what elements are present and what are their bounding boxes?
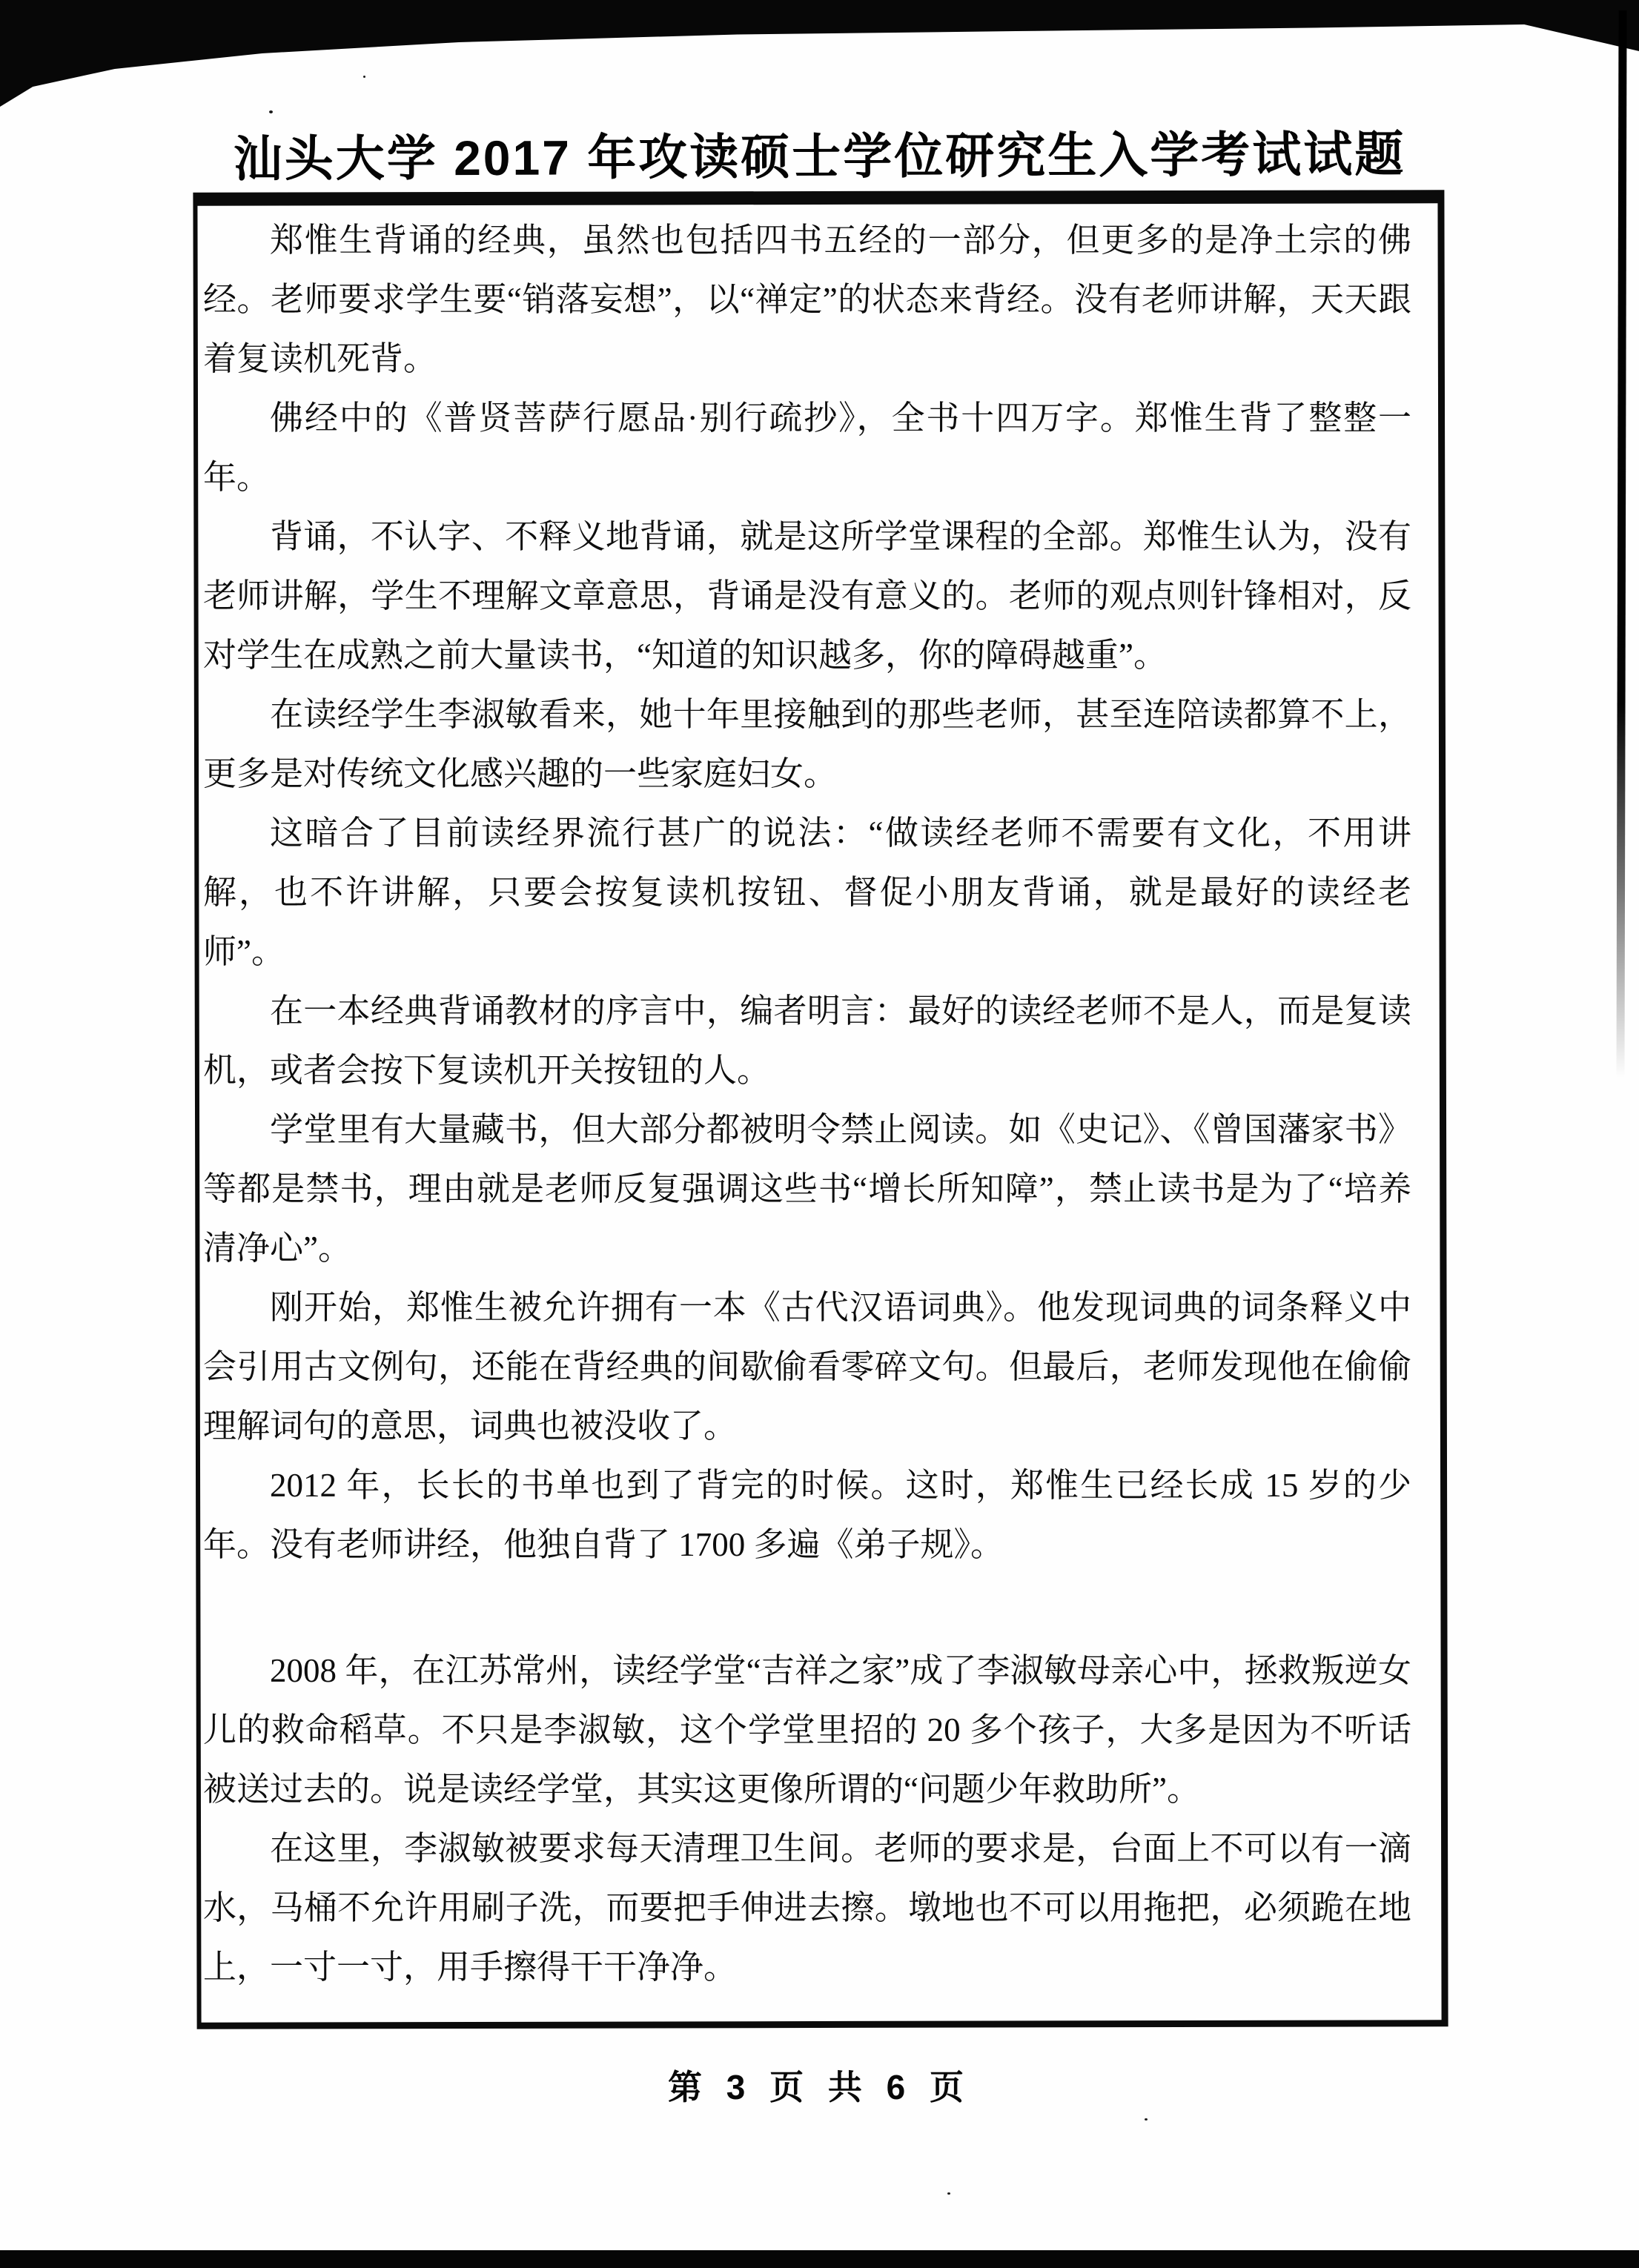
page-number: 第 3 页 共 6 页: [667, 2068, 972, 2106]
scan-artifact-bottom-edge: [0, 2250, 1639, 2268]
paragraph: 在读经学生李淑敏看来，她十年里接触到的那些老师，甚至连陪读都算不上，更多是对传统文化感兴趣的一些家庭妇女。: [203, 696, 1411, 792]
paragraph: 在这里，李淑敏被要求每天清理卫生间。老师的要求是，台面上不可以有一滴水，马桶不允许用刷子洗，而要把手伸进去擦。墩地也不可以用拖把，必须跪在地上，一寸一寸，用手擦得干干净净。: [203, 1830, 1411, 1986]
article-text: [203, 210, 1411, 2010]
paragraph: 郑惟生背诵的经典，虽然也包括四书五经的一部分，但更多的是净土宗的佛经。老师要求学生要“销落妄想”，以“禅定”的状态来背经。没有老师讲解，天天跟着复读机死背。: [203, 222, 1411, 377]
paragraph: 这暗合了目前读经界流行甚广的说法：“做读经老师不需要有文化，不用讲解，也不许讲解，只要会按复读机按钮、督促小朋友背诵，就是最好的读经老师”。: [203, 815, 1411, 970]
scan-speck: [1145, 2118, 1148, 2121]
scan-artifact-top-edge: [0, 0, 1639, 111]
paragraph: 背诵，不认字、不释义地背诵，就是这所学堂课程的全部。郑惟生认为，没有老师讲解，学生不理解文章意思，背诵是没有意义的。老师的观点则针锋相对，反对学生在成熟之前大量读书，“知道的知识越多，你的障碍越重”。: [203, 518, 1411, 674]
scan-speck: [269, 110, 273, 113]
paragraph: 2008 年，在江苏常州，读经学堂“吉祥之家”成了李淑敏母亲心中，拯救叛逆女儿的救命稻草。不只是李淑敏，这个学堂里招的 20 多个孩子，大多是因为不听话被送过去的。说是读经学堂，其实这更像所谓的“问题少年救助所”。: [203, 1652, 1411, 1808]
paragraph: 佛经中的《普贤菩萨行愿品·别行疏抄》，全书十四万字。郑惟生背了整整一年。: [203, 399, 1411, 496]
page-title: 汕头大学 2017 年攻读硕士学位研究生入学考试试题: [233, 126, 1406, 187]
paragraph: 2012 年，长长的书单也到了背完的时候。这时，郑惟生已经长成 15 岁的少年。没有老师讲经，他独自背了 1700 多遍《弟子规》。: [203, 1467, 1411, 1563]
paragraph: 学堂里有大量藏书，但大部分都被明令禁止阅读。如《史记》、《曾国藩家书》等都是禁书，理由就是老师反复强调这些书“增长所知障”，禁止读书是为了“培养清净心”。: [203, 1111, 1411, 1267]
scan-speck: [363, 76, 365, 78]
paragraph: 刚开始，郑惟生被允许拥有一本《古代汉语词典》。他发现词典的词条释义中会引用古文例句，还能在背经典的间歇偷看零碎文句。但最后，老师发现他在偷偷理解词句的意思，词典也被没收了。: [203, 1289, 1411, 1445]
scan-speck: [947, 2192, 950, 2195]
paragraph: 在一本经典背诵教材的序言中，编者明言：最好的读经老师不是人，而是复读机，或者会按下复读机开关按钮的人。: [203, 992, 1411, 1089]
